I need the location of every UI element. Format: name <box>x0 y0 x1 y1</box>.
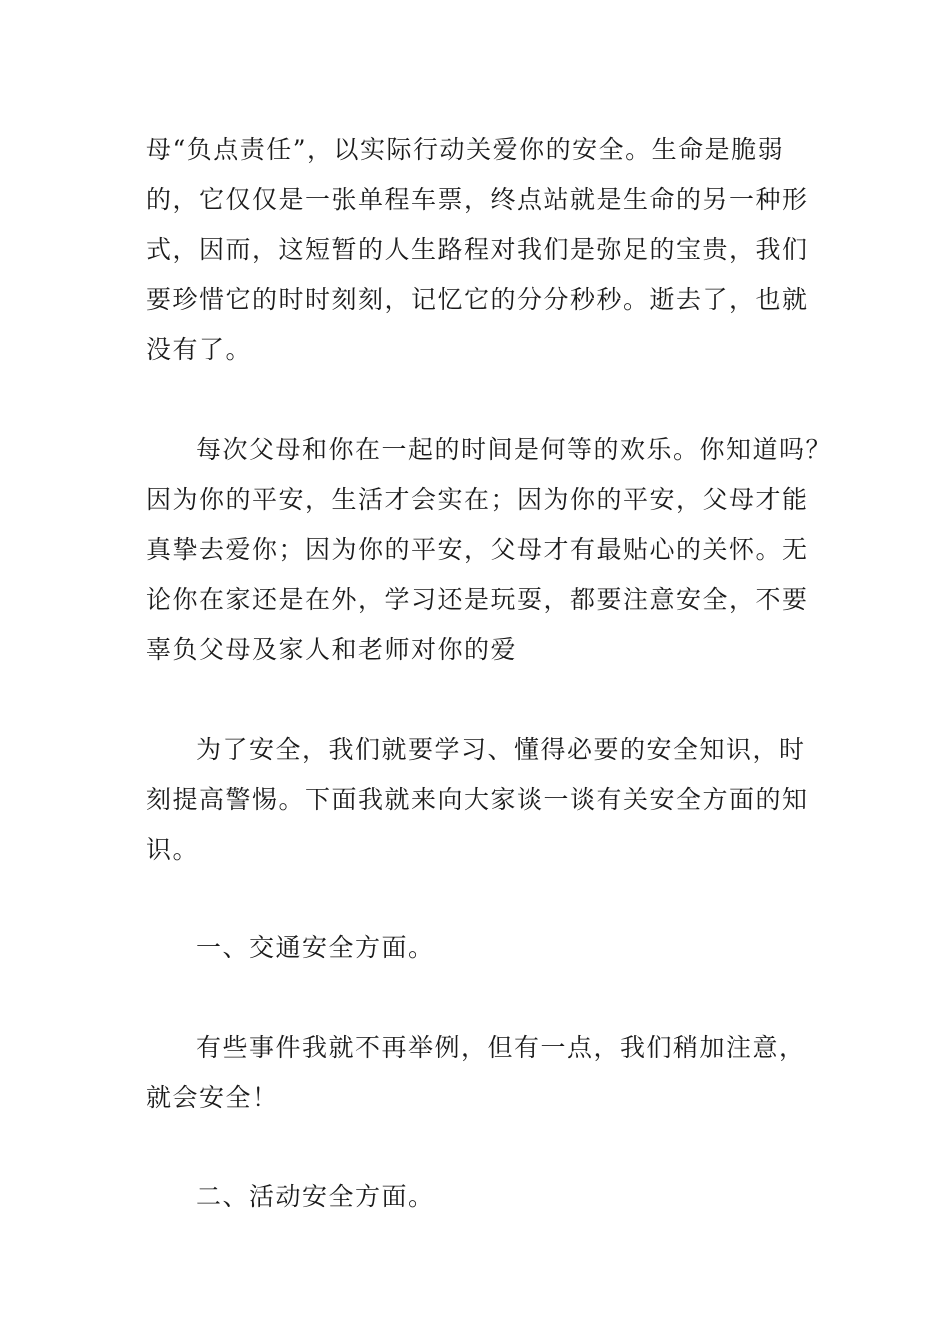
paragraph-line: 的，它仅仅是一张单程车票，终点站就是生命的另一种形 <box>146 185 809 214</box>
paragraph-line: 没有了。 <box>146 335 253 364</box>
paragraph-line: 有些事件我就不再举例，但有一点，我们稍加注意， <box>196 1033 806 1062</box>
paragraph-line: 识。 <box>146 835 200 864</box>
paragraph-line: 论你在家还是在外，学习还是玩耍，都要注意安全，不要 <box>146 585 809 614</box>
section-heading: 一、交通安全方面。 <box>196 933 435 962</box>
paragraph-line: 每次父母和你在一起的时间是何等的欢乐。你知道吗？ <box>196 435 833 464</box>
paragraph-line: 为了安全，我们就要学习、懂得必要的安全知识，时 <box>196 735 806 764</box>
paragraph-line: 真挚去爱你；因为你的平安，父母才有最贴心的关怀。无 <box>146 535 809 564</box>
paragraph-line: 母“负点责任”，以实际行动关爱你的安全。生命是脆弱 <box>146 135 785 164</box>
paragraph-line: 要珍惜它的时时刻刻，记忆它的分分秒秒。逝去了，也就 <box>146 285 809 314</box>
paragraph-line: 辜负父母及家人和老师对你的爱 <box>146 635 518 664</box>
paragraph-line: 刻提高警惕。下面我就来向大家谈一谈有关安全方面的知 <box>146 785 809 814</box>
paragraph-line: 式，因而，这短暂的人生路程对我们是弥足的宝贵，我们 <box>146 235 809 264</box>
paragraph-line: 就会安全！ <box>146 1083 279 1112</box>
paragraph-line: 因为你的平安，生活才会实在；因为你的平安，父母才能 <box>146 485 809 514</box>
section-heading: 二、活动安全方面。 <box>196 1182 435 1211</box>
